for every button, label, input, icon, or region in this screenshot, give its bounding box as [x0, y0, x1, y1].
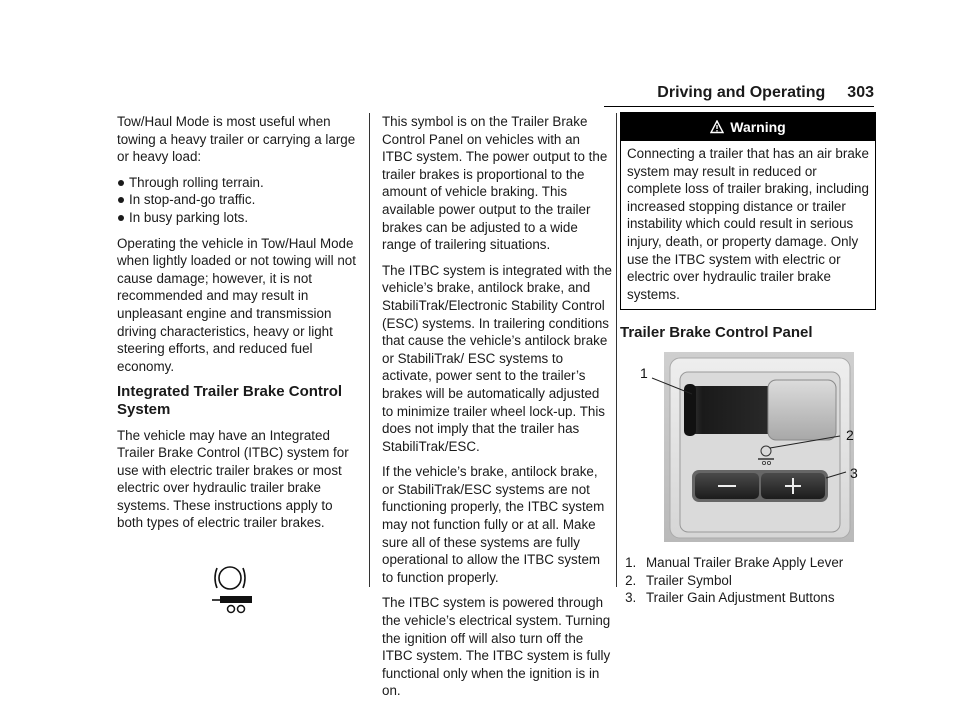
itbc-symbol-paragraph: This symbol is on the Trailer Brake Control Panel on vehicles with an ITBC system. The power output to the trailer brakes is proportional to the amount of vehicle braking. This available power output to the trailer brakes can be adjusted to a wide range of trailering situations. — [382, 114, 608, 253]
trailer-brake-control-panel-image — [640, 352, 872, 542]
callout-1: 1 — [640, 364, 648, 381]
tow-haul-paragraph: Operating the vehicle in Tow/Haul Mode when lightly loaded or not towing will not cause damage; however, it is not recommended and may result in unpleasant engine and transmission driving characteristics, heavy or light steering efforts, and reduced fuel economy. — [117, 235, 356, 374]
panel-heading: Trailer Brake Control Panel — [620, 324, 813, 342]
warning-text: Connecting a trailer that has an air brake system may result in reduced or complete loss of trailer braking, including increased stopping distance or trailer instability which could result in serious injury, death, or property damage. Only use the ITBC system with electric or electric over hydraulic trailer brake systems. — [627, 146, 869, 302]
itbc-heading: Integrated Trailer Brake Control System — [117, 383, 343, 418]
bullet-item: In busy parking lots. — [117, 209, 360, 227]
section-title: Driving and Operating — [657, 84, 826, 101]
column-2 — [382, 113, 612, 708]
warning-header — [621, 113, 875, 141]
itbc-function-paragraph: If the vehicle’s brake, antilock brake, or StabiliTrak/ESC systems are not functioning properly, the ITBC system may not function fully or at all. Make sure all of these systems are fully operational to allow the ITBC system to function properly. — [382, 464, 605, 585]
warning-triangle-icon — [710, 120, 724, 134]
itbc-paragraph: The vehicle may have an Integrated Trailer Brake Control (ITBC) system for use with electric trailer brakes or most electric over hydraulic trailer brake systems. These instructions apply to both types of electric trailer brakes. — [117, 427, 349, 531]
column-divider — [369, 113, 370, 587]
bullet-item: Through rolling terrain. — [117, 174, 360, 192]
tow-haul-intro: Tow/Haul Mode is most useful when towing a heavy trailer or carrying a large or heavy load: — [117, 114, 356, 165]
column-3 — [620, 112, 876, 607]
legend-item: 2. Trailer Symbol — [640, 572, 876, 590]
panel-legend — [620, 554, 876, 607]
trailer-brake-symbol-icon — [212, 560, 272, 616]
warning-box — [620, 112, 876, 310]
itbc-integration-paragraph: The ITBC system is integrated with the vehicle’s brake, antilock brake, and StabiliTrak/Electronic Stability Control (ESC) systems. In trailering conditions that cause the vehicle’s antilock brake or StabiliTrak/ ESC systems to activate, power sent to the trailer’s brakes will be automatically adjusted to minimize trailer wheel lock-up. This does not imply that the trailer has StabiliTrak/ESC. — [382, 262, 612, 454]
callout-2: 2 — [846, 426, 854, 443]
header-rule — [604, 106, 874, 107]
callout-3: 3 — [850, 464, 858, 481]
column-divider — [616, 113, 617, 587]
page-number: 303 — [847, 84, 874, 101]
warning-title: Warning — [730, 119, 786, 135]
bullet-item: In stop-and-go traffic. — [117, 191, 360, 209]
itbc-power-paragraph: The ITBC system is powered through the vehicle’s electrical system. Turning the ignition off will also turn off the ITBC system. The ITBC system is fully functional only when the ignition is in on. — [382, 595, 611, 699]
legend-item: 1. Manual Trailer Brake Apply Lever — [640, 554, 876, 572]
tow-haul-bullets — [117, 174, 360, 227]
column-1 — [117, 113, 360, 616]
legend-item: 3. Trailer Gain Adjustment Buttons — [640, 589, 876, 607]
page-header — [657, 84, 874, 102]
